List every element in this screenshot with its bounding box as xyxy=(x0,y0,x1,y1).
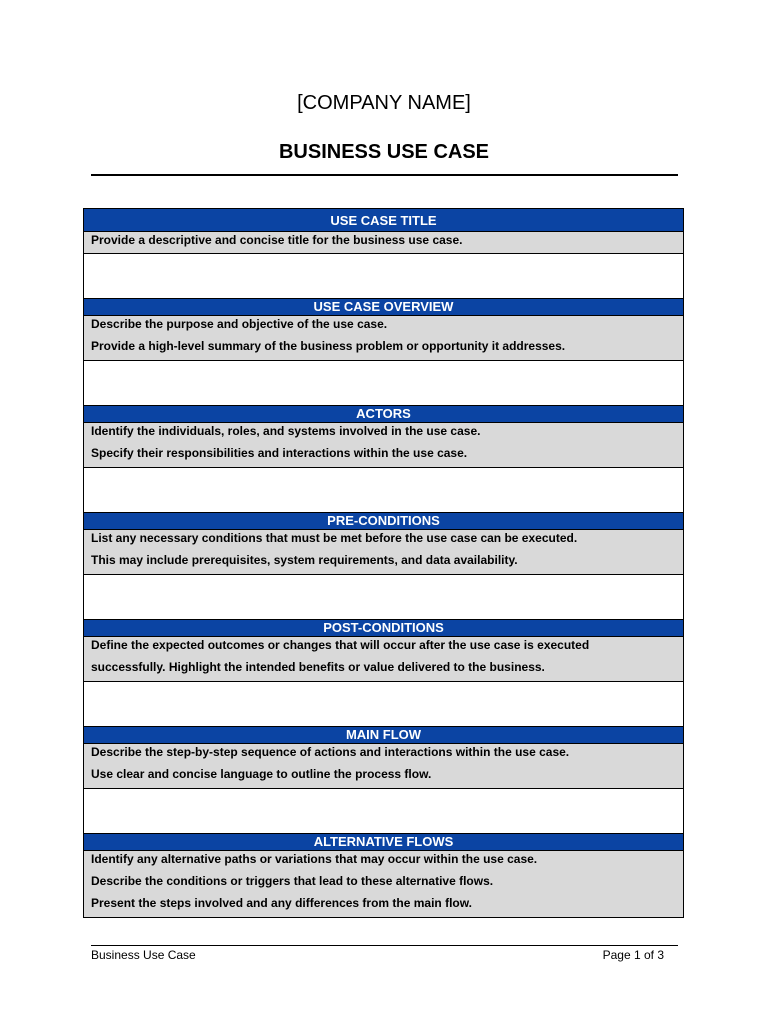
description-line: Describe the conditions or triggers that lead to these alternative flows. xyxy=(91,874,494,888)
section-description-post-conditions xyxy=(84,637,683,682)
description-line: Specify their responsibilities and interactions within the use case. xyxy=(91,446,468,460)
footer-document-name: Business Use Case xyxy=(91,948,196,962)
input-area-actors[interactable] xyxy=(84,468,683,513)
description-line: Use clear and concise language to outline the process flow. xyxy=(91,767,432,781)
document-title: BUSINESS USE CASE xyxy=(278,141,490,163)
input-area-use-case-title[interactable] xyxy=(84,254,683,299)
section-description-alternative-flows xyxy=(84,851,683,917)
input-area-pre-conditions[interactable] xyxy=(84,575,683,620)
description-line: Identify any alternative paths or variations that may occur within the use case. xyxy=(91,852,538,866)
description-line: Describe the step-by-step sequence of actions and interactions within the use case. xyxy=(91,745,570,759)
description-line: This may include prerequisites, system requirements, and data availability. xyxy=(91,553,518,567)
input-area-post-conditions[interactable] xyxy=(84,682,683,727)
title-divider xyxy=(91,174,678,176)
section-header-actors: ACTORS xyxy=(84,406,683,423)
section-description-pre-conditions xyxy=(84,530,683,575)
description-line: Define the expected outcomes or changes that will occur after the use case is executed xyxy=(91,638,590,652)
section-description-use-case-overview xyxy=(84,316,683,361)
company-name: [COMPANY NAME] xyxy=(297,92,471,114)
section-description-actors xyxy=(84,423,683,468)
section-header-pre-conditions: PRE-CONDITIONS xyxy=(84,513,683,530)
section-header-main-flow: MAIN FLOW xyxy=(84,727,683,744)
section-header-use-case-title: USE CASE TITLE xyxy=(84,209,683,232)
section-description-use-case-title xyxy=(84,232,683,254)
footer-divider xyxy=(91,945,678,946)
use-case-table xyxy=(83,208,684,918)
section-header-alternative-flows: ALTERNATIVE FLOWS xyxy=(84,834,683,851)
description-line: Present the steps involved and any differences from the main flow. xyxy=(91,896,472,910)
footer-page-number: Page 1 of 3 xyxy=(602,948,664,962)
section-header-post-conditions: POST-CONDITIONS xyxy=(84,620,683,637)
section-description-main-flow xyxy=(84,744,683,789)
input-area-main-flow[interactable] xyxy=(84,789,683,834)
description-line: Describe the purpose and objective of the use case. xyxy=(91,317,388,331)
description-line: Provide a high-level summary of the business problem or opportunity it addresses. xyxy=(91,339,566,353)
description-line: List any necessary conditions that must be met before the use case can be executed. xyxy=(91,531,578,545)
description-line: Provide a descriptive and concise title for the business use case. xyxy=(91,233,463,247)
input-area-use-case-overview[interactable] xyxy=(84,361,683,406)
description-line: successfully. Highlight the intended benefits or value delivered to the business. xyxy=(91,660,545,674)
section-header-use-case-overview: USE CASE OVERVIEW xyxy=(84,299,683,316)
description-line: Identify the individuals, roles, and systems involved in the use case. xyxy=(91,424,481,438)
